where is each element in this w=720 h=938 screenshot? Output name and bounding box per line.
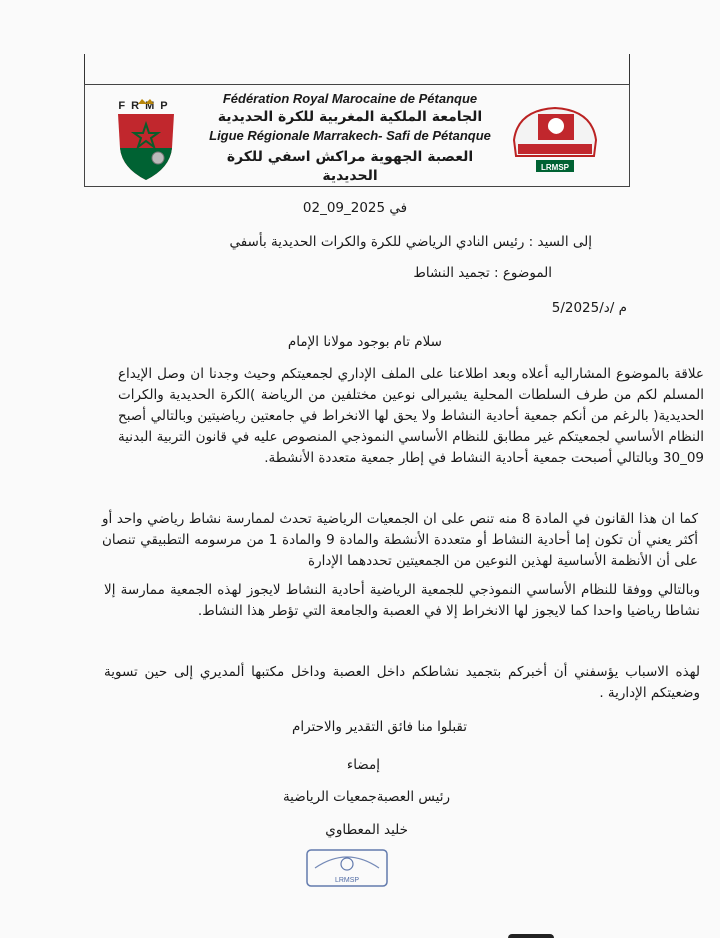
letterhead-text: [200, 90, 500, 186]
letter-paragraph-2: كما ان هذا القانون في المادة 8 منه تنص على ان الجمعيات الرياضية تحدث لممارسة نشاط رياضي واحد أو أكثر يعني أن تكون إما أحادية النشاط أو متعددة الأنشطة والمادة 9 والمادة 1 من مرسومه التطبيقي تنصان على أن الأنظمة الأساسية لهذين النوعين من الجمعيتين تحددهما الإدارة: [102, 511, 698, 569]
league-name-ar: العصبة الجهوية مراكش اسفي للكرة الحديدية: [226, 149, 474, 184]
letter-greeting: سلام تام بوجود مولانا الإمام: [287, 334, 442, 350]
bottom-edge-mark: [508, 934, 554, 938]
league-name-fr: Ligue Régionale Marrakech- Safi de Pétanque: [209, 128, 491, 143]
federation-name-ar: الجامعة الملكية المغربية للكرة الحديدية: [217, 109, 483, 125]
signature-label: إمضاء: [346, 757, 380, 773]
letter-closing: تقبلوا منا فائق التقدير والاحترام: [291, 719, 467, 735]
federation-name-fr: Fédération Royal Marocaine de Pétanque: [222, 91, 478, 106]
signer-name: خليد المعطاوي: [325, 822, 408, 838]
letter-recipient: إلى السيد : رئيس النادي الرياضي للكرة والكرات الحديدية بأسفي: [229, 234, 592, 250]
lrmsp-logo: [508, 100, 602, 180]
letter-paragraph-1: علاقة بالموضوع المشاراليه أعلاه وبعد اطلاعنا على الملف الإداري لجمعيتكم وحيث وجدنا ان وصل الإيداع المسلم لكم من طرف السلطات المحلية يشيرالى نوعين مختلفين من الرياضة )الكرة الحديدية والكرات الحديدية( بالرغم من أنكم جمعية أحادية النشاط ولا يحق لها الانخراط في جامعتين رياضيتين وبالتالي أصبح النظام الأساسي لجمعيتكم غير مطابق للنظام الأساسي النموذجي المنصوص عليه في قانون التربية البدنية 09_30 وبالتالي أصبحت جمعية أحادية النشاط في إطار جمعية متعددة الأنشطة.: [118, 366, 704, 466]
frmp-logo: [100, 96, 192, 182]
letter-date: في 2025_09_02: [302, 200, 408, 216]
letter-subject: الموضوع : تجميد النشاط: [413, 265, 552, 281]
letter-reference: م /د/5/2025: [551, 300, 627, 316]
stamp-letters: LRMSP: [334, 877, 360, 884]
corner-mark-top-right: [629, 54, 630, 84]
signer-title: رئيس العصبةجمعيات الرياضية: [282, 789, 450, 805]
letter-paragraph-4: لهذه الاسباب يؤسفني أن أخبركم بتجميد نشاطكم داخل العصبة وداخل مكتبها ألمديري إلى حين تسوية وضعيتكم الإدارية .: [104, 664, 700, 701]
lrmsp-logo-letters: LRMSP: [541, 163, 569, 172]
frmp-logo-letters: FRMP: [118, 100, 174, 112]
letter-paragraph-3: وبالتالي ووفقا للنظام الأساسي النموذجي للجمعية الرياضية أحادية النشاط لايجوز لهذه الجمعية ممارسة إلا نشاطا رياضيا واحدا كما لايجوز لها الانخراط إلا في العصبة والجامعة التي تؤطر هذا النشاط.: [104, 582, 700, 619]
corner-mark-top-left: [84, 54, 85, 84]
league-stamp: [305, 848, 389, 888]
